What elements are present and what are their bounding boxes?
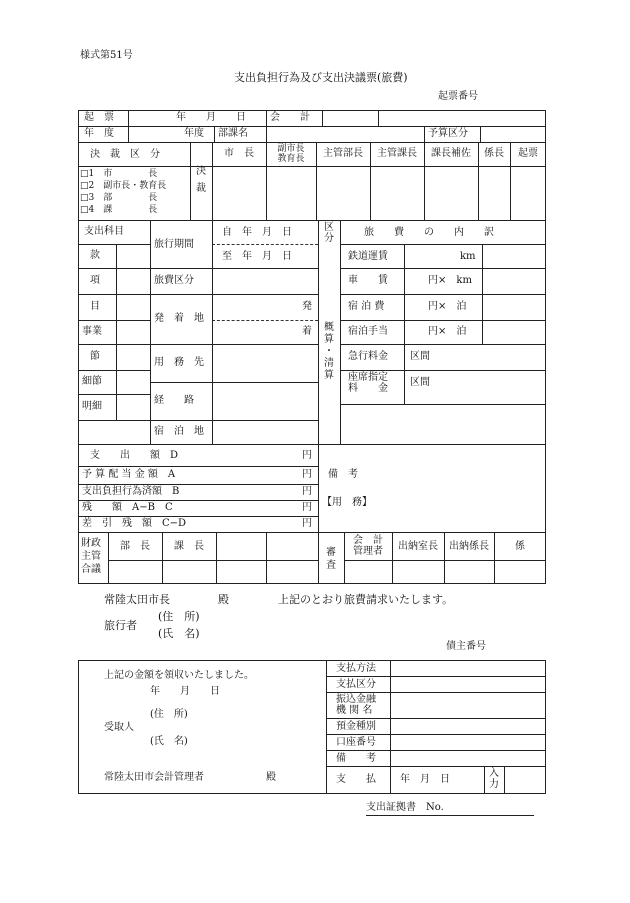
yen-c: 円 xyxy=(302,502,312,513)
nendo-suffix: 年度 xyxy=(184,128,204,139)
kakari-label: 係 xyxy=(515,541,525,552)
breakdown-name-3: 宿 泊 費 xyxy=(348,301,385,312)
breakdown-unit-5: 区間 xyxy=(410,351,430,362)
youmu-label: 【用 務】 xyxy=(322,497,372,508)
kanrisha-addressee: 常陸太田市会計管理者 xyxy=(104,772,204,783)
traveler-address: (住 所) xyxy=(158,610,200,623)
shiharai-date: 年 月 日 xyxy=(400,774,450,785)
receipt-statement: 上記の金額を領収いたしました。 xyxy=(104,670,254,681)
sashihiki-label: 差 引 残 額 C−D xyxy=(82,518,187,529)
form-title: 支出負担行為及び支出決議票(旅費) xyxy=(234,71,408,84)
nendo-label: 年 度 xyxy=(84,128,114,139)
suitou-shitsucho-label: 出納室長 xyxy=(398,541,438,552)
approver-kacho-hosa: 課長補佐 xyxy=(431,148,471,159)
breakdown-name-2: 車 賃 xyxy=(348,275,388,286)
period-from: 自 年 月 日 xyxy=(222,227,292,238)
shishutsu-shoushou-label: 支出証拠書 No. xyxy=(366,802,444,813)
item-kou: 項 xyxy=(90,275,100,286)
breakdown-unit-4: 円× 泊 xyxy=(428,326,467,337)
suitou-kakaricho-label: 出納係長 xyxy=(449,541,489,552)
bukamei-label: 部課名 xyxy=(218,128,248,139)
kanrisha-dono: 殿 xyxy=(266,772,276,783)
breakdown-header: 旅 費 の 内 訳 xyxy=(364,227,494,238)
nyuryoku-label: 入 力 xyxy=(489,768,499,790)
traveler-name: (氏 名) xyxy=(158,627,200,640)
shoushou-underline xyxy=(366,815,534,816)
zangaku-label: 残 額 A−B C xyxy=(82,502,173,513)
kihyo-date: 年 月 日 xyxy=(176,112,246,123)
breakdown-name-5: 急行料金 xyxy=(348,351,388,362)
field-kouza-bangou: 口座番号 xyxy=(336,737,376,748)
futan-kouizumi-label: 支出負担行為済額 B xyxy=(82,486,180,497)
chaku-label: 着 xyxy=(302,326,312,337)
item-moku: 目 xyxy=(90,301,100,312)
field-furikomi-kikan: 振込金融 機 関 名 xyxy=(336,694,376,716)
breakdown-unit-3: 円× 泊 xyxy=(428,301,467,312)
approver-kakaricho: 係長 xyxy=(484,148,504,159)
yosan-haitou-label: 予 算 配 当 金 額 A xyxy=(82,469,176,480)
breakdown-unit-1: km xyxy=(460,251,476,262)
breakdown-name-4: 宿泊手当 xyxy=(348,326,388,337)
biko-label: 備 考 xyxy=(328,469,358,480)
kessai-option-2[interactable]: □2 副市長・教育長 xyxy=(80,181,167,191)
mayor-addressee: 常陸太田市長 xyxy=(104,593,170,606)
receiver-address: (住 所) xyxy=(150,709,188,720)
keiro-label: 経 路 xyxy=(154,395,194,406)
item-kan: 款 xyxy=(90,250,100,261)
shishutsu-kamoku-label: 支出科目 xyxy=(84,226,124,237)
yosan-kubun-label: 予算区分 xyxy=(428,128,468,139)
hatchaku-label: 発 着 地 xyxy=(154,313,204,324)
field-biko: 備 考 xyxy=(336,753,376,764)
kessai-kubun-header: 決 裁 区 分 xyxy=(90,149,160,160)
hatsu-label: 発 xyxy=(302,301,312,312)
kihyo-number-label: 起票番号 xyxy=(438,91,478,102)
kessai-label: 決 裁 xyxy=(196,166,206,194)
yen-d: 円 xyxy=(302,450,312,461)
approver-vice-mayor: 副市長 教育長 xyxy=(277,144,305,164)
approver-shukan-kacho: 主管課長 xyxy=(377,148,417,159)
shukuhaku-label: 宿 泊 地 xyxy=(154,426,204,437)
traveler-label: 旅行者 xyxy=(104,619,137,632)
mayor-dono: 殿 xyxy=(218,593,229,606)
item-setsu: 節 xyxy=(90,351,100,362)
field-yokin-shubetsu: 預金種別 xyxy=(336,721,376,732)
kaikei-label: 会 計 xyxy=(270,112,310,123)
shinsa-label: 審 査 xyxy=(326,547,336,571)
breakdown-name-6: 座席指定 料 金 xyxy=(348,372,388,394)
saimusha-number-label: 債主番号 xyxy=(446,641,486,652)
ryohi-kubun-label: 旅費区分 xyxy=(154,275,194,286)
kessai-option-3[interactable]: □3 部 長 xyxy=(80,193,158,203)
yen-cd: 円 xyxy=(302,518,312,529)
approver-kihyo: 起票 xyxy=(518,148,538,159)
breakdown-unit-2: 円× km xyxy=(428,275,472,286)
yen-b: 円 xyxy=(302,486,312,497)
ryokou-kikan-label: 旅行期間 xyxy=(154,239,194,250)
shishutsu-gaku-label: 支 出 額 D xyxy=(90,450,179,461)
form-number: 様式第51号 xyxy=(80,50,133,61)
kaikei-kanrisha-label: 会 計 管理者 xyxy=(353,535,383,557)
kihyo-label: 起 票 xyxy=(84,112,114,123)
item-saisetsu: 細節 xyxy=(82,376,102,387)
receiver-name: (氏 名) xyxy=(150,736,188,747)
youmu-saki-label: 用 務 先 xyxy=(154,357,204,368)
zaisei-label: 財政 主管 合議 xyxy=(81,538,101,575)
item-meisai: 明細 xyxy=(82,401,102,412)
shiharai-label: 支 払 xyxy=(336,774,376,785)
breakdown-name-1: 鉄道運賃 xyxy=(348,251,388,262)
receipt-date: 年 月 日 xyxy=(150,686,220,697)
field-shiharai-houhou: 支払方法 xyxy=(336,663,376,674)
zaisei-bucho: 部 長 xyxy=(120,541,150,552)
gaisan-seisan-label: 概 算 ・ 清 算 xyxy=(324,322,334,381)
breakdown-unit-6: 区間 xyxy=(410,377,430,388)
kessai-option-4[interactable]: □4 課 長 xyxy=(80,205,158,215)
kessai-option-1[interactable]: □1 市 長 xyxy=(80,169,158,179)
kubun-label: 区 分 xyxy=(324,222,334,244)
request-statement: 上記のとおり旅費請求いたします。 xyxy=(278,593,454,606)
zaisei-kacho: 課 長 xyxy=(174,541,204,552)
receiver-label: 受取人 xyxy=(104,722,134,733)
field-shiharai-kubun: 支払区分 xyxy=(336,679,376,690)
yen-a: 円 xyxy=(302,469,312,480)
approver-shukan-bucho: 主管部長 xyxy=(323,148,363,159)
period-to: 至 年 月 日 xyxy=(222,251,292,262)
item-jigyou: 事業 xyxy=(82,326,102,337)
approver-mayor: 市 長 xyxy=(224,148,254,159)
